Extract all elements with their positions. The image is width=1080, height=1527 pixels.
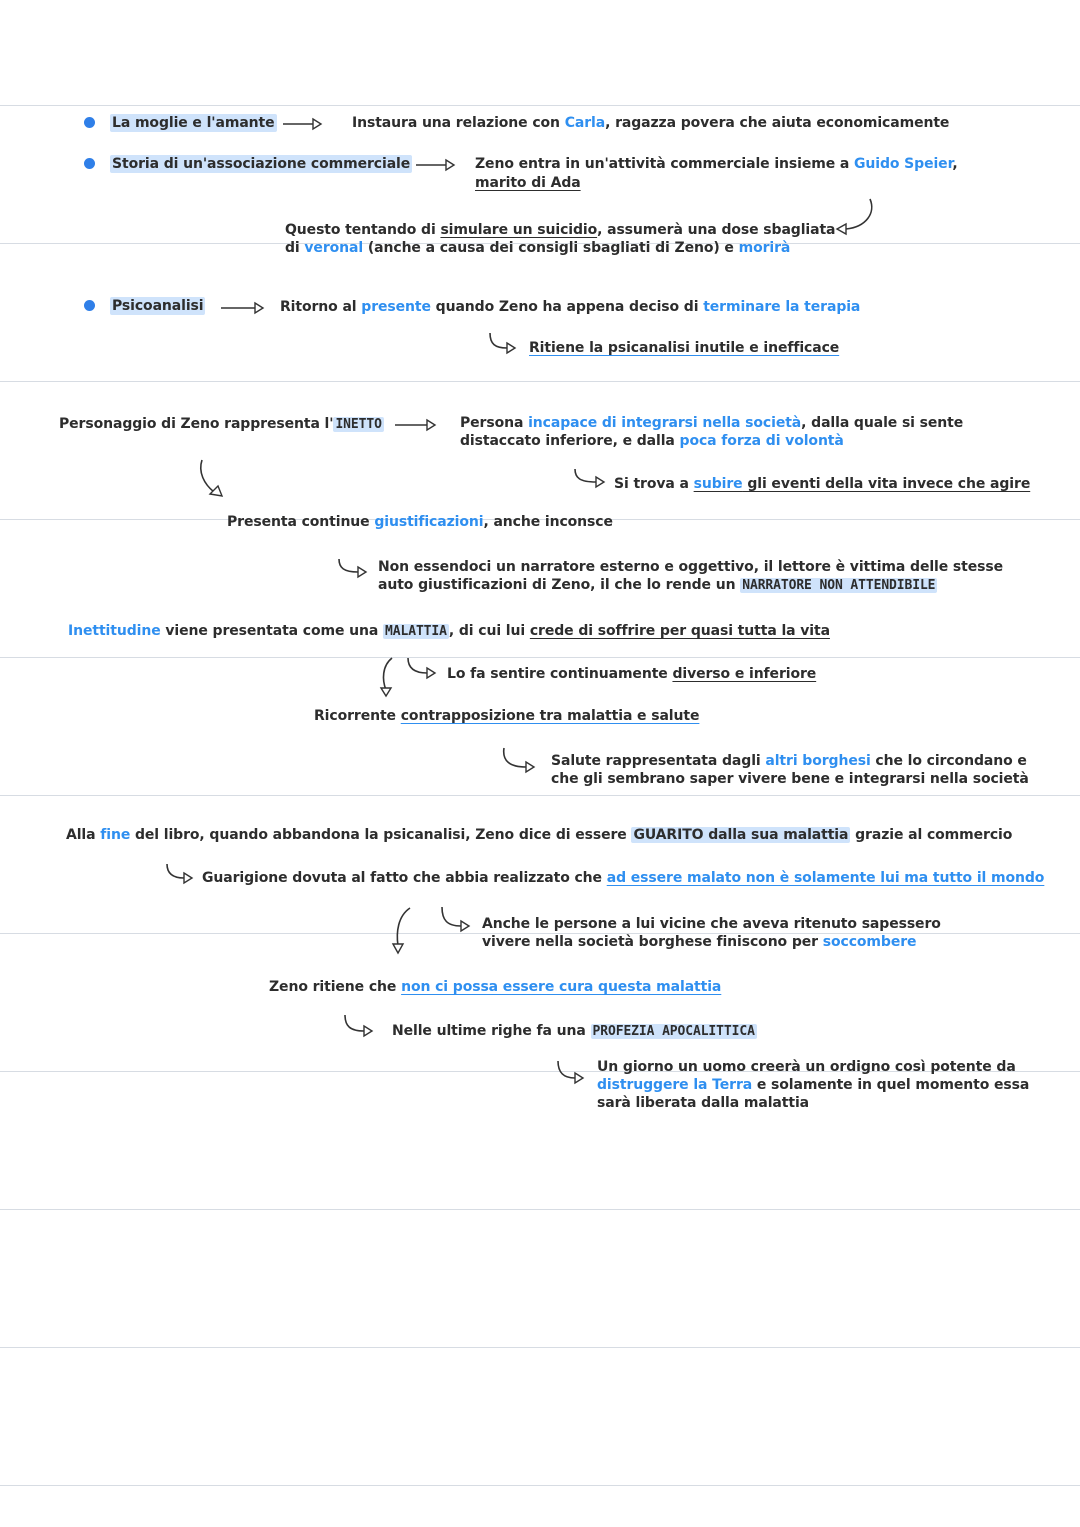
text-segment: e solamente in quel momento essa — [752, 1077, 1030, 1093]
text-segment: , anche inconsce — [483, 514, 613, 530]
bullet-dot — [84, 300, 95, 311]
inetto-title — [59, 415, 384, 434]
ordigno-line1: Un giorno un uomo creerà un ordigno così potente da — [597, 1059, 1016, 1075]
text-segment: Si trova a — [614, 476, 694, 492]
text-segment: Presenta continue — [227, 514, 375, 530]
text-segment: Guido Speier — [854, 156, 953, 172]
guido-note-line2 — [285, 239, 790, 257]
hook-arrow-icon — [405, 657, 439, 679]
text-segment: Salute rappresentata dagli — [551, 753, 766, 769]
narratore-line1: Non essendoci un narratore esterno e oggettivo, il lettore è vittima delle stesse — [378, 559, 1003, 575]
salute-line1 — [551, 752, 1027, 770]
text-segment: grazie al commercio — [850, 827, 1013, 843]
inetto-keyword: INETTO — [335, 417, 382, 432]
narratore-keyword: NARRATORE NON ATTENDIBILE — [742, 578, 936, 593]
text-segment: che lo circondano e — [870, 753, 1027, 769]
ordigno-line3: sarà liberata dalla malattia — [597, 1095, 809, 1111]
text-segment: non ci possa essere cura questa malattia — [401, 979, 722, 995]
row-text-psicoanalisi — [280, 298, 860, 316]
persone-line2 — [482, 933, 916, 951]
text-segment: viene presentata come una — [160, 623, 384, 639]
text-segment: vivere nella società borghese finiscono per — [482, 934, 823, 950]
curved-arrow-icon — [836, 197, 876, 237]
inetto-desc-line1 — [460, 414, 963, 432]
text-segment: Inettitudine — [68, 623, 161, 639]
text-segment: GUARITO dalla sua malattia — [633, 827, 849, 843]
text-segment: Carla — [564, 115, 606, 131]
text-segment: , assumerà una dose sbagliata — [597, 222, 836, 238]
narratore-line2-text: auto giustificazioni di Zeno, il che lo rende un — [378, 577, 741, 593]
row-label-associazione: Storia di un'associazione commerciale — [112, 156, 411, 172]
narratore-line2 — [378, 576, 937, 595]
arrow-right-icon — [416, 159, 456, 171]
bullet-dot — [84, 117, 95, 128]
arrow-right-icon — [283, 118, 323, 130]
inetto-desc-line2 — [460, 432, 844, 450]
ordigno-line2 — [597, 1076, 1029, 1094]
text-segment: contrapposizione tra malattia e salute — [400, 708, 700, 724]
giustificazioni-text — [227, 513, 613, 531]
subire-note — [614, 475, 1030, 493]
text-segment: , ragazza povera che aiuta economicamente — [605, 115, 950, 131]
text-segment: crede di soffrire per quasi tutta la vita — [529, 623, 830, 639]
text-segment: fine — [100, 827, 131, 843]
hook-arrow-icon — [487, 332, 521, 354]
text-segment: Persona — [460, 415, 529, 431]
text-segment: Ritorno al — [280, 299, 362, 315]
text-segment: diverso e inferiore — [672, 666, 817, 682]
text-segment: Zeno entra in un'attività commerciale insieme a — [475, 156, 854, 172]
text-segment: altri borghesi — [765, 753, 871, 769]
persone-line1: Anche le persone a lui vicine che aveva ritenuto sapessero — [482, 916, 941, 932]
profezia-keyword: PROFEZIA APOCALITTICA — [592, 1024, 755, 1039]
text-segment: terminare la terapia — [703, 299, 861, 315]
down-curved-arrow-icon — [390, 906, 414, 956]
down-curved-arrow-icon — [378, 656, 398, 698]
text-segment: (anche a causa dei consigli sbagliati di Zeno) e — [363, 240, 739, 256]
profezia-text — [392, 1022, 757, 1041]
text-segment: morirà — [738, 240, 791, 256]
text-segment: distruggere la Terra — [597, 1077, 753, 1093]
contrapposizione-text — [314, 707, 699, 725]
hook-arrow-icon — [572, 468, 610, 490]
text-segment: Guarigione dovuta al fatto che abbia realizzato che — [202, 870, 607, 886]
salute-line2: che gli sembrano saper vivere bene e integrarsi nella società — [551, 771, 1029, 787]
guarigione-text — [202, 869, 1044, 887]
text-segment: MALATTIA — [385, 624, 447, 639]
text-segment: del libro, quando abbandona la psicanalisi, Zeno dice di essere — [130, 827, 632, 843]
text-segment: , di cui lui — [448, 623, 530, 639]
row-label-moglie: La moglie e l'amante — [112, 115, 275, 131]
text-segment: presente — [361, 299, 431, 315]
text-segment: , — [952, 156, 958, 172]
text-segment: Ricorrente — [314, 708, 401, 724]
down-curved-arrow-icon — [196, 458, 230, 500]
row-text-associazione-line2: marito di Ada — [475, 175, 581, 191]
profezia-text-pre: Nelle ultime righe fa una — [392, 1023, 591, 1039]
text-segment: gli eventi della vita invece che agire — [742, 476, 1031, 492]
text-segment: distaccato inferiore, e dalla — [460, 433, 680, 449]
text-segment: Questo tentando di — [285, 222, 441, 238]
psico-note: Ritiene la psicanalisi inutile e inefficace — [529, 340, 840, 356]
text-segment: Alla — [66, 827, 101, 843]
text-segment: poca forza di volontà — [679, 433, 844, 449]
hook-arrow-icon — [164, 863, 198, 885]
cura-text — [269, 978, 721, 996]
text-segment: Lo fa sentire continuamente — [447, 666, 673, 682]
arrow-right-icon — [395, 419, 439, 431]
hook-arrow-icon — [342, 1014, 380, 1038]
diverso-text — [447, 665, 816, 683]
text-segment: Zeno ritiene che — [269, 979, 402, 995]
hook-arrow-icon — [336, 558, 372, 580]
bullet-dot — [84, 158, 95, 169]
text-segment: simulare un suicidio — [440, 222, 598, 238]
text-segment: , dalla quale si sente — [801, 415, 964, 431]
text-segment: soccombere — [822, 934, 917, 950]
text-segment: di — [285, 240, 305, 256]
text-segment: incapace di integrarsi nella società — [528, 415, 802, 431]
hook-arrow-icon — [500, 747, 540, 773]
arrow-right-icon — [221, 302, 265, 314]
text-segment: ad essere malato non è solamente lui ma tutto il mondo — [606, 870, 1045, 886]
malattia-text — [68, 622, 830, 641]
text-segment: giustificazioni — [374, 514, 484, 530]
text-segment: Instaura una relazione con — [352, 115, 565, 131]
guido-note-line1 — [285, 221, 835, 239]
row-label-psicoanalisi: Psicoanalisi — [112, 298, 204, 314]
inetto-title-text: Personaggio di Zeno rappresenta l' — [59, 416, 334, 432]
row-text-associazione — [475, 155, 958, 173]
hook-arrow-icon — [555, 1060, 589, 1086]
text-segment: quando Zeno ha appena deciso di — [430, 299, 704, 315]
fine-text — [66, 826, 1012, 844]
row-text-moglie — [352, 114, 949, 132]
text-segment: veronal — [304, 240, 364, 256]
text-segment: subire — [693, 476, 743, 492]
hook-arrow-icon — [439, 906, 473, 932]
